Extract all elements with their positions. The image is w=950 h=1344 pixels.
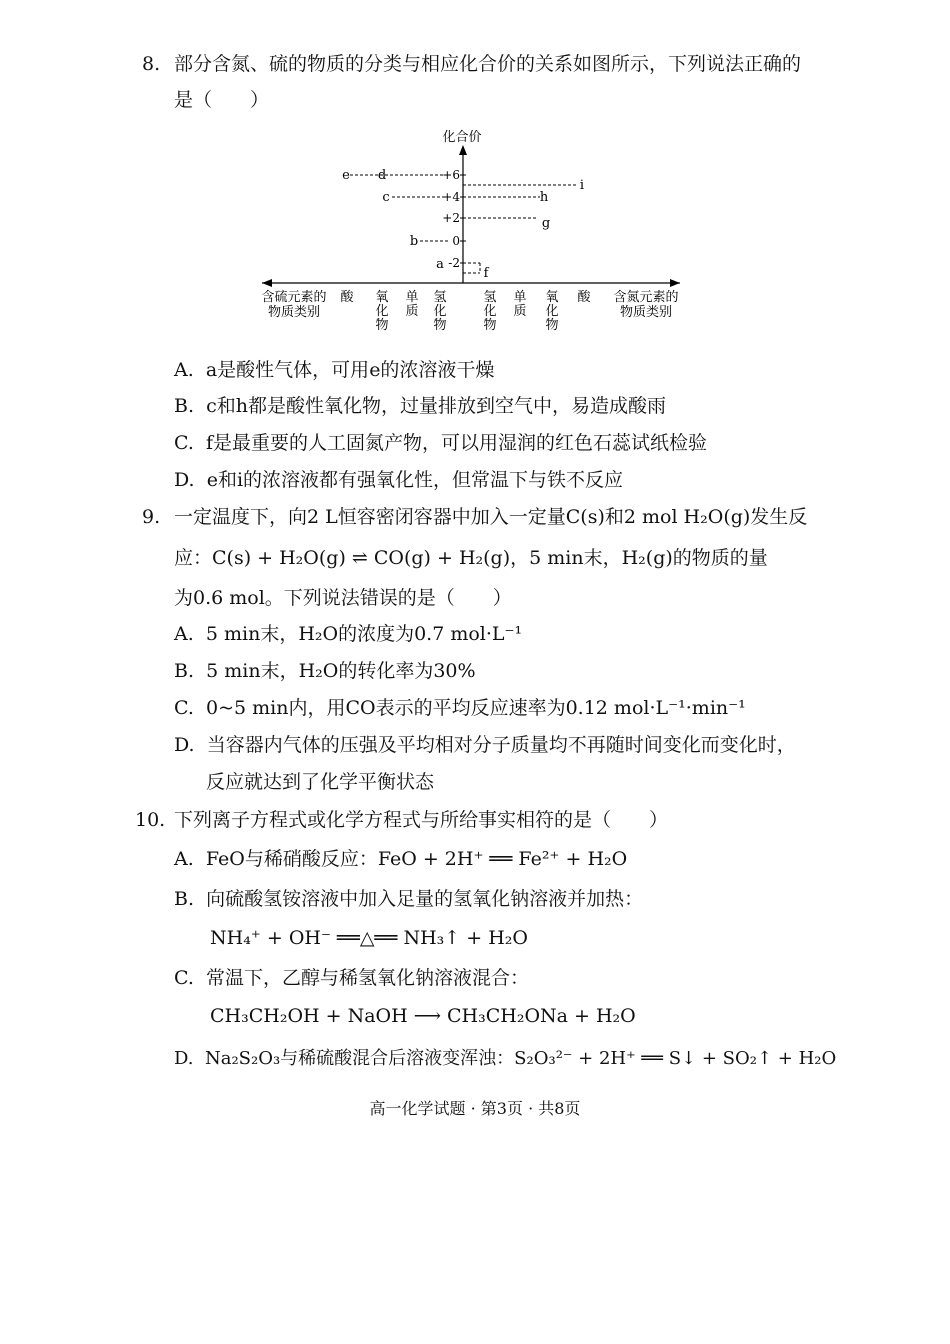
q9-stem-line2: 应：C(s) + H₂O(g) ⇌ CO(g) + H₂(g)，5 min末，H₂(g)的物质的量 xyxy=(174,547,768,569)
q9-option-c: C. 0~5 min内，用CO表示的平均反应速率为0.12 mol·L⁻¹·min⁻¹ xyxy=(174,697,746,719)
category-char: 物 xyxy=(483,318,497,333)
q8-option-c: C. f是最重要的人工固氮产物，可以用湿润的红色石蕊试纸检验 xyxy=(174,432,708,454)
tick-label: +6 xyxy=(442,168,460,182)
q8-option-d: D. e和i的浓溶液都有强氧化性，但常温下与铁不反应 xyxy=(174,469,624,491)
tick-label: 0 xyxy=(452,234,460,248)
right-axis-title: 物质类别 xyxy=(619,305,673,320)
q10-option-b-equation: NH₄⁺ + OH⁻ ══△══ NH₃↑ + H₂O xyxy=(210,927,528,949)
y-axis-title: 化合价 xyxy=(442,130,482,145)
point-label-d: d xyxy=(377,168,387,183)
point-label-e: e xyxy=(342,168,350,183)
right-axis-title: 含氮元素的 xyxy=(613,290,679,305)
category-char: 氢 xyxy=(433,290,447,305)
q9-stem-line1: 一定温度下，向2 L恒容密闭容器中加入一定量C(s)和2 mol H₂O(g)发生反 xyxy=(174,506,808,528)
left-axis-title: 含硫元素的 xyxy=(261,290,327,305)
page-footer: 高一化学试题 · 第3页 · 共8页 xyxy=(369,1099,581,1118)
category-char: 单 xyxy=(513,290,527,305)
category-char: 酸 xyxy=(577,290,591,305)
q10-option-a: A. FeO与稀硝酸反应：FeO + 2H⁺ ══ Fe²⁺ + H₂O xyxy=(174,848,628,870)
q8-option-a: A. a是酸性气体，可用e的浓溶液干燥 xyxy=(174,359,495,381)
category-char: 化 xyxy=(545,304,559,319)
tick-label: +4 xyxy=(442,190,460,204)
point-label-h: h xyxy=(539,190,549,205)
q10-number: 10. xyxy=(135,809,166,831)
category-char: 氢 xyxy=(483,290,497,305)
category-char: 氧 xyxy=(375,290,389,305)
q9-option-a: A. 5 min末，H₂O的浓度为0.7 mol·L⁻¹ xyxy=(174,623,523,645)
category-char: 质 xyxy=(405,304,419,319)
category-labels xyxy=(340,290,591,333)
point-label-a: a xyxy=(436,257,444,272)
tick-label: -2 xyxy=(448,256,460,270)
q8-stem-line2: 是（ ） xyxy=(174,89,270,111)
left-axis-title: 物质类别 xyxy=(267,305,321,320)
category-char: 化 xyxy=(483,304,497,319)
point-label-g: g xyxy=(541,216,551,231)
axis-titles xyxy=(261,290,678,320)
category-char: 物 xyxy=(433,318,447,333)
q9-number: 9. xyxy=(142,506,161,528)
q8-option-b: B. c和h都是酸性氧化物，过量排放到空气中，易造成酸雨 xyxy=(174,395,666,417)
q10-option-c-equation: CH₃CH₂OH + NaOH ⟶ CH₃CH₂ONa + H₂O xyxy=(210,1005,636,1027)
category-char: 化 xyxy=(375,304,389,319)
category-char: 氧 xyxy=(545,290,559,305)
tick-label: +2 xyxy=(442,211,460,225)
point-label-b: b xyxy=(409,234,419,249)
q10-option-b: B. 向硫酸氢铵溶液中加入足量的氢氧化钠溶液并加热： xyxy=(174,888,644,910)
category-char: 物 xyxy=(375,318,389,333)
q9-option-d: D. 当容器内气体的压强及平均相对分子质量均不再随时间变化而变化时， xyxy=(174,734,796,756)
category-char: 物 xyxy=(545,318,559,333)
category-char: 化 xyxy=(433,304,447,319)
q9-stem-line3: 为0.6 mol。下列说法错误的是（ ） xyxy=(174,587,512,609)
q9-option-b: B. 5 min末，H₂O的转化率为30% xyxy=(174,660,476,682)
q10-stem: 下列离子方程式或化学方程式与所给事实相符的是（ ） xyxy=(174,809,669,831)
point-label-i: i xyxy=(579,178,585,193)
q10-option-d: D. Na₂S₂O₃与稀硫酸混合后溶液变浑浊：S₂O₃²⁻ + 2H⁺ ══ S↓ + SO₂↑ + H₂O xyxy=(174,1048,837,1069)
q10-option-c: C. 常温下，乙醇与稀氢氧化钠溶液混合： xyxy=(174,967,530,989)
point-label-f: f xyxy=(483,266,489,281)
category-char: 单 xyxy=(405,290,419,305)
valence-diagram xyxy=(250,125,700,340)
point-label-c: c xyxy=(382,190,390,205)
category-char: 质 xyxy=(513,304,527,319)
q9-option-d-continued: 反应就达到了化学平衡状态 xyxy=(206,771,435,793)
category-char: 酸 xyxy=(340,290,354,305)
q8-stem-line1: 部分含氮、硫的物质的分类与相应化合价的关系如图所示，下列说法正确的 xyxy=(174,53,802,75)
q8-number: 8. xyxy=(142,53,161,75)
